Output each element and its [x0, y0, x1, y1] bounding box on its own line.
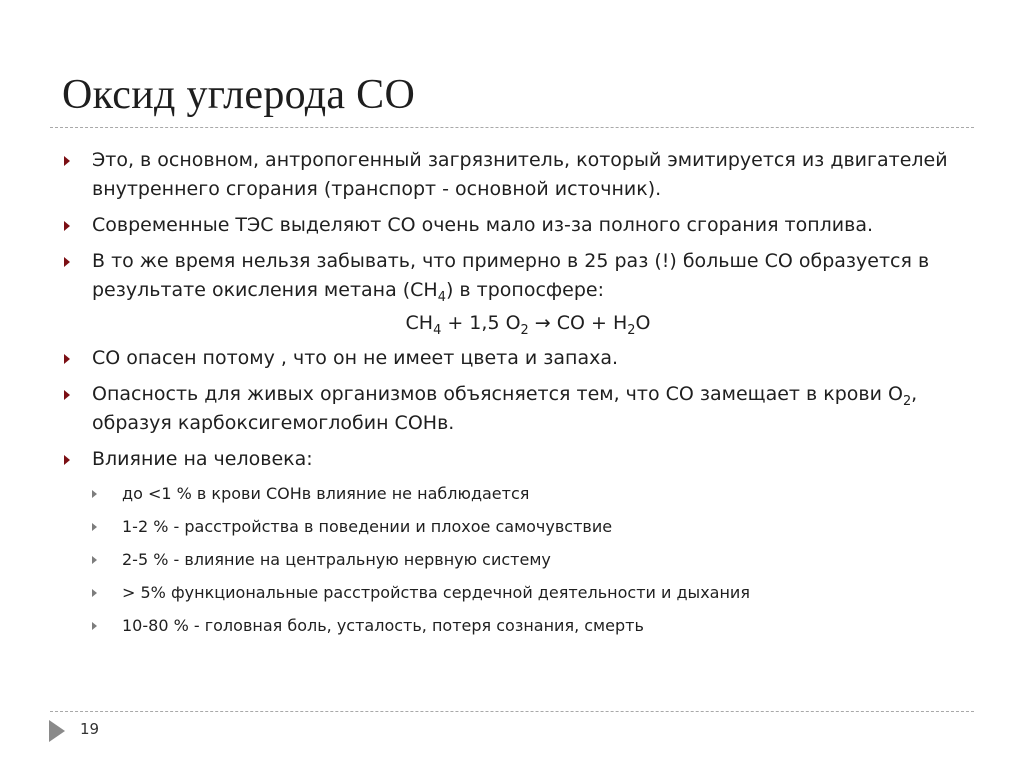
bullet-text: Это, в основном, антропогенный загрязнитель, который эмитируется из двигателей внутреннего сгорания (транспорт - основной источник).	[92, 149, 948, 200]
sub-bullet-arrow-icon	[92, 622, 97, 630]
bullet-text: Современные ТЭС выделяют СО очень мало из-за полного сгорания топлива.	[92, 214, 874, 236]
bullet-item	[64, 344, 964, 373]
bullet-item	[64, 445, 964, 474]
bullet-arrow-icon	[64, 390, 70, 400]
page-number: 19	[80, 720, 100, 738]
bullet-arrow-icon	[64, 455, 70, 465]
sub-bullet-item	[92, 515, 964, 538]
sub-bullet-item	[92, 581, 964, 604]
footer-triangle-icon	[49, 720, 65, 742]
bullet-text: ) в тропосфере:	[445, 279, 604, 301]
sub-bullet-item	[92, 548, 964, 571]
sub-bullet-arrow-icon	[92, 490, 97, 498]
subscript: 4	[433, 322, 442, 338]
equation-part: О	[635, 312, 651, 334]
sub-bullet-arrow-icon	[92, 589, 97, 597]
sub-bullet-text: > 5% функциональные расстройства сердечной деятельности и дыхания	[122, 583, 750, 602]
bullet-arrow-icon	[64, 156, 70, 166]
sub-bullet-arrow-icon	[92, 556, 97, 564]
title-divider	[50, 127, 974, 128]
chemical-equation	[64, 309, 964, 338]
sub-bullet-item	[92, 482, 964, 505]
sub-bullet-text: 10-80 % - головная боль, усталость, потеря сознания, смерть	[122, 616, 644, 635]
subscript: 2	[627, 322, 636, 338]
sub-bullet-arrow-icon	[92, 523, 97, 531]
slide-title: Оксид углерода СО	[62, 72, 416, 118]
sub-bullet-text: до <1 % в крови СОНв влияние не наблюдается	[122, 484, 530, 503]
bullet-item	[64, 211, 964, 240]
subscript: 4	[437, 289, 446, 305]
sub-bullet-text: 1-2 % - расстройства в поведении и плохое самочувствие	[122, 517, 613, 536]
slide-content	[64, 146, 964, 647]
bullet-item	[64, 380, 964, 438]
bullet-arrow-icon	[64, 257, 70, 267]
bullet-text: Опасность для живых организмов объясняется тем, что СО замещает в крови О	[92, 383, 903, 405]
sub-bullet-list	[92, 482, 964, 637]
bullet-arrow-icon	[64, 221, 70, 231]
bullet-item	[64, 146, 964, 204]
equation-part: + 1,5 О	[441, 312, 521, 334]
footer-divider	[50, 711, 974, 712]
bullet-text: , образуя карбоксигемоглобин СОНв.	[92, 383, 918, 434]
bullet-text: Влияние на человека:	[92, 448, 313, 470]
sub-bullet-text: 2-5 % - влияние на центральную нервную систему	[122, 550, 551, 569]
equation-part: СН	[405, 312, 434, 334]
bullet-item	[64, 247, 964, 305]
sub-bullet-item	[92, 614, 964, 637]
bullet-text: СО опасен потому , что он не имеет цвета и запаха.	[92, 347, 619, 369]
subscript: 2	[902, 393, 912, 409]
equation-part: → СО + Н	[528, 312, 628, 334]
bullet-text: В то же время нельзя забывать, что примерно в 25 раз (!) больше СО образуется в результате окисления метана (СН	[92, 250, 930, 301]
bullet-arrow-icon	[64, 354, 70, 364]
subscript: 2	[520, 322, 529, 338]
